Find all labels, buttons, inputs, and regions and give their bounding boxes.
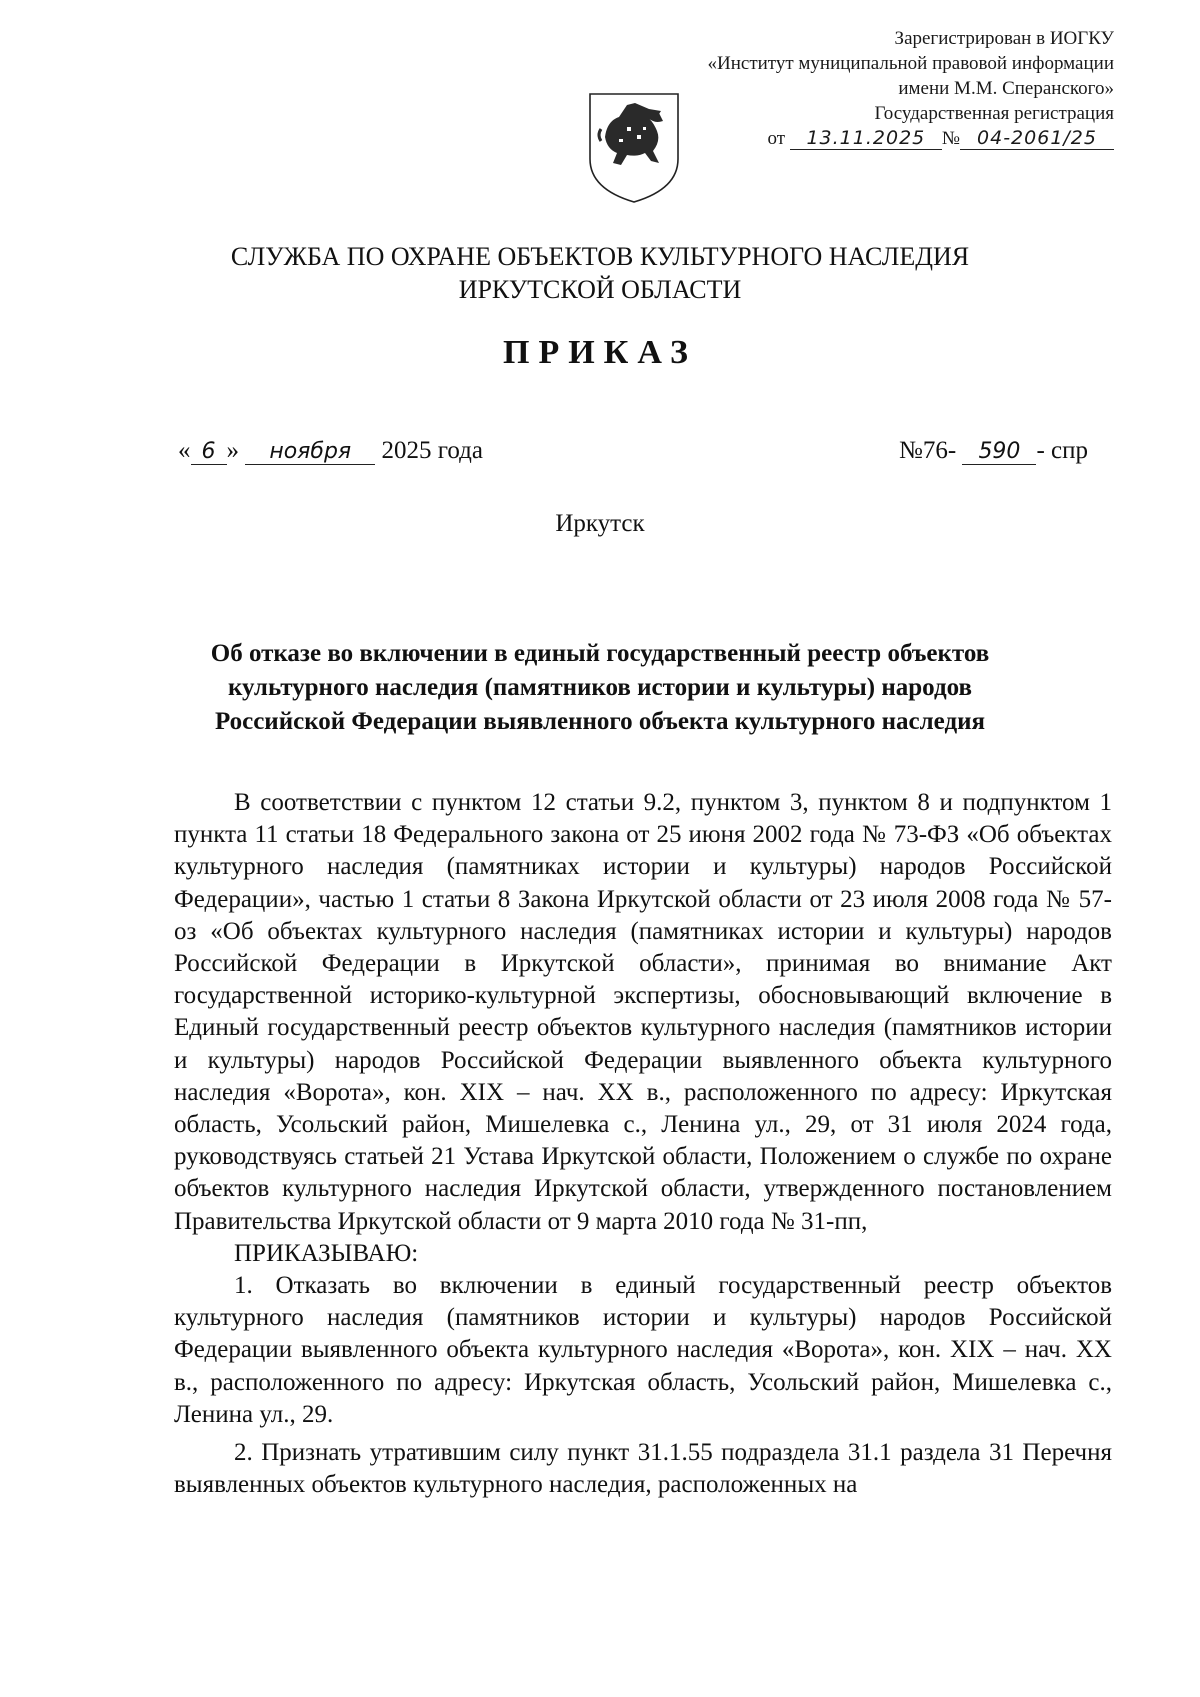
registration-date: 13.11.2025 [790, 127, 942, 150]
registration-line-2: «Институт муниципальной правовой информации [707, 53, 1114, 74]
registration-line-4: Государственная регистрация [874, 103, 1114, 124]
agency-name [0, 240, 1200, 306]
order-item-2: 2. Признать утратившим силу пункт 31.1.55 подраздела 31.1 раздела 31 Перечня выявленных объектов культурного наследия, расположенных на [174, 1439, 1112, 1499]
registration-date-number [708, 126, 1115, 151]
order-subject: Об отказе во включении в единый государственный реестр объектов культурного наследия (памятников истории и культуры) народов Российской Федерации выявленного объекта культурного наследия [210, 640, 990, 735]
document-number-value: 590 [962, 440, 1036, 465]
registration-line-3: имени М.М. Сперанского» [898, 78, 1114, 99]
date-day: 6 [191, 440, 227, 465]
registration-stamp [708, 26, 1115, 151]
registration-number: 04-2061/25 [960, 127, 1114, 150]
date-close-quote: » [226, 437, 239, 464]
order-item-1: 1. Отказать во включении в единый государственный реестр объектов культурного наследия (памятников истории и культуры) народов Российской Федерации выявленного объекта культурного наследия «Ворота», кон. XIX – нач. XX в., расположенного по адресу: Иркутская область, Усольский район, Мишелевка с., Ленина ул., 29. [174, 1272, 1112, 1428]
city: Иркутск [555, 510, 645, 537]
registration-from-label: от [767, 128, 786, 149]
order-body [174, 787, 1112, 1501]
date-month: ноября [245, 440, 375, 465]
document-number-suffix: - спр [1036, 437, 1088, 464]
document-number [899, 437, 1088, 465]
date-year: 2025 года [381, 437, 483, 464]
registration-number-label: № [941, 128, 960, 149]
coat-of-arms-icon [587, 91, 681, 205]
command-word: ПРИКАЗЫВАЮ: [234, 1239, 419, 1267]
date-open-quote: « [178, 437, 191, 464]
preamble-paragraph: В соответствии с пунктом 12 статьи 9.2, пунктом 3, пунктом 8 и подпунктом 1 пункта 11 статьи 18 Федерального закона от 25 июня 2002 года № 73-ФЗ «Об объектах культурного наследия (памятниках истории и культуры) народов Российской Федерации», частью 1 статьи 8 Закона Иркутской области от 23 июля 2008 года № 57-оз «Об объектах культурного наследия (памятниках истории и культуры) народов Российской Федерации в Иркутской области», принимая во внимание Акт государственной историко-культурной экспертизы, обосновывающий включение в Единый государственный реестр объектов культурного наследия (памятников истории и культуры) народов Российской Федерации выявленного объекта культурного наследия «Ворота», кон. XIX – нач. XX в., расположенного по адресу: Иркутская область, Усольский район, Мишелевка с., Ленина ул., 29, от 31 июля 2024 года, руководствуясь статьей 21 Устава Иркутской области, Положением о службе по охране объектов культурного наследия Иркутской области, утвержденного постановлением Правительства Иркутской области от 9 марта 2010 года № 31-пп, [174, 789, 1112, 1235]
document-title: ПРИКАЗ [503, 334, 697, 371]
agency-name-line-1: СЛУЖБА ПО ОХРАНЕ ОБЪЕКТОВ КУЛЬТУРНОГО НАСЛЕДИЯ [230, 242, 970, 271]
agency-name-line-2: ИРКУТСКОЙ ОБЛАСТИ [458, 275, 742, 304]
registration-line-1: Зарегистрирован в ИОГКУ [894, 28, 1114, 49]
document-number-prefix: №76- [899, 437, 957, 464]
document-date [178, 437, 483, 465]
